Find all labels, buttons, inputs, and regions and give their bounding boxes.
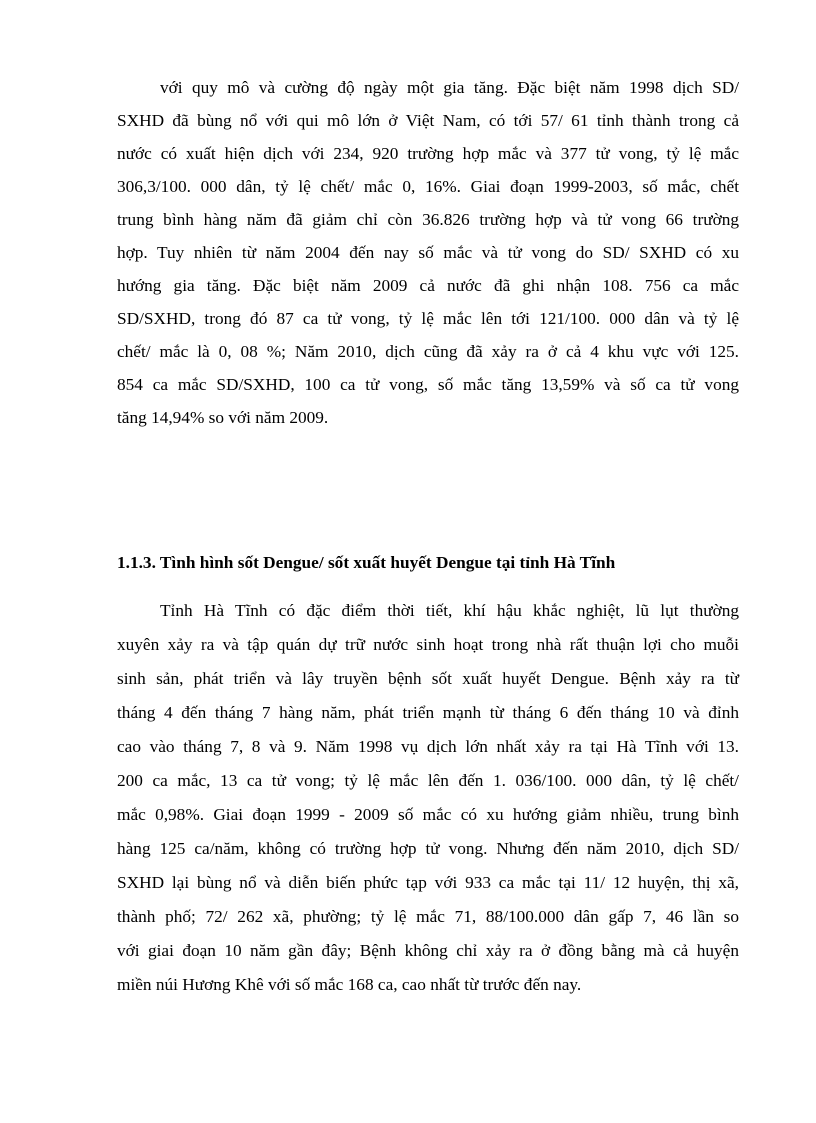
paragraph-2-line: hàng 125 ca/năm, không có trường hợp tử vong. Nhưng đến năm 2010, dịch SD/ [117,839,739,858]
paragraph-1-line: hợp. Tuy nhiên từ năm 2004 đến nay số mắc và tử vong do SD/ SXHD có xu [117,243,739,262]
paragraph-2-line: tháng 4 đến tháng 7 hàng năm, phát triển mạnh từ tháng 6 đến tháng 10 và đỉnh [117,703,739,722]
paragraph-2-line: SXHD lại bùng nổ và diễn biến phức tạp với 933 ca mắc tại 11/ 12 huyện, thị xã, [117,873,739,892]
paragraph-1-line: với quy mô và cường độ ngày một gia tăng. Đặc biệt năm 1998 dịch SD/ [160,78,739,97]
paragraph-1-line: trung bình hàng năm đã giảm chỉ còn 36.826 trường hợp và tử vong 66 trường [117,210,739,229]
paragraph-2-line: xuyên xảy ra và tập quán dự trữ nước sinh hoạt trong nhà rất thuận lợi cho muỗi [117,635,739,654]
paragraph-1-line: SXHD đã bùng nổ với qui mô lớn ở Việt Nam, có tới 57/ 61 tỉnh thành trong cả [117,111,739,130]
paragraph-1-line: SD/SXHD, trong đó 87 ca tử vong, tỷ lệ mắc lên tới 121/100. 000 dân và tỷ lệ [117,309,739,328]
paragraph-2-line: mắc 0,98%. Giai đoạn 1999 - 2009 số mắc có xu hướng giảm nhiều, trung bình [117,805,739,824]
paragraph-2-line: 200 ca mắc, 13 ca tử vong; tỷ lệ mắc lên đến 1. 036/100. 000 dân, tỷ lệ chết/ [117,771,739,790]
paragraph-1-line: tăng 14,94% so với năm 2009. [117,408,329,427]
paragraph-2-line: miền núi Hương Khê với số mắc 168 ca, cao nhất từ trước đến nay. [117,975,582,994]
paragraph-1-line: 306,3/100. 000 dân, tỷ lệ chết/ mắc 0, 16%. Giai đoạn 1999-2003, số mắc, chết [117,177,739,196]
paragraph-2-line: cao vào tháng 7, 8 và 9. Năm 1998 vụ dịch lớn nhất xảy ra tại Hà Tĩnh với 13. [117,737,739,756]
paragraph-1-line: hướng gia tăng. Đặc biệt năm 2009 cả nước đã ghi nhận 108. 756 ca mắc [117,276,739,295]
paragraph-2-line: Tỉnh Hà Tĩnh có đặc điểm thời tiết, khí hậu khắc nghiệt, lũ lụt thường [160,601,739,620]
paragraph-1-line: chết/ mắc là 0, 08 %; Năm 2010, dịch cũng đã xảy ra ở cả 4 khu vực với 125. [117,342,739,361]
paragraph-2-line: với giai đoạn 10 năm gần đây; Bệnh không chỉ xảy ra ở đồng bằng mà cả huyện [117,941,739,960]
paragraph-1-line: 854 ca mắc SD/SXHD, 100 ca tử vong, số mắc tăng 13,59% và số ca tử vong [117,375,739,394]
paragraph-2-line: sinh sản, phát triển và lây truyền bệnh sốt xuất huyết Dengue. Bệnh xảy ra từ [117,669,739,688]
section-heading: 1.1.3. Tình hình sốt Dengue/ sốt xuất huyết Dengue tại tỉnh Hà Tĩnh [117,553,616,572]
paragraph-2-line: thành phố; 72/ 262 xã, phường; tỷ lệ mắc 71, 88/100.000 dân gấp 7, 46 lần so [117,907,739,926]
paragraph-1-line: nước có xuất hiện dịch với 234, 920 trường hợp mắc và 377 tử vong, tỷ lệ mắc [117,144,739,163]
